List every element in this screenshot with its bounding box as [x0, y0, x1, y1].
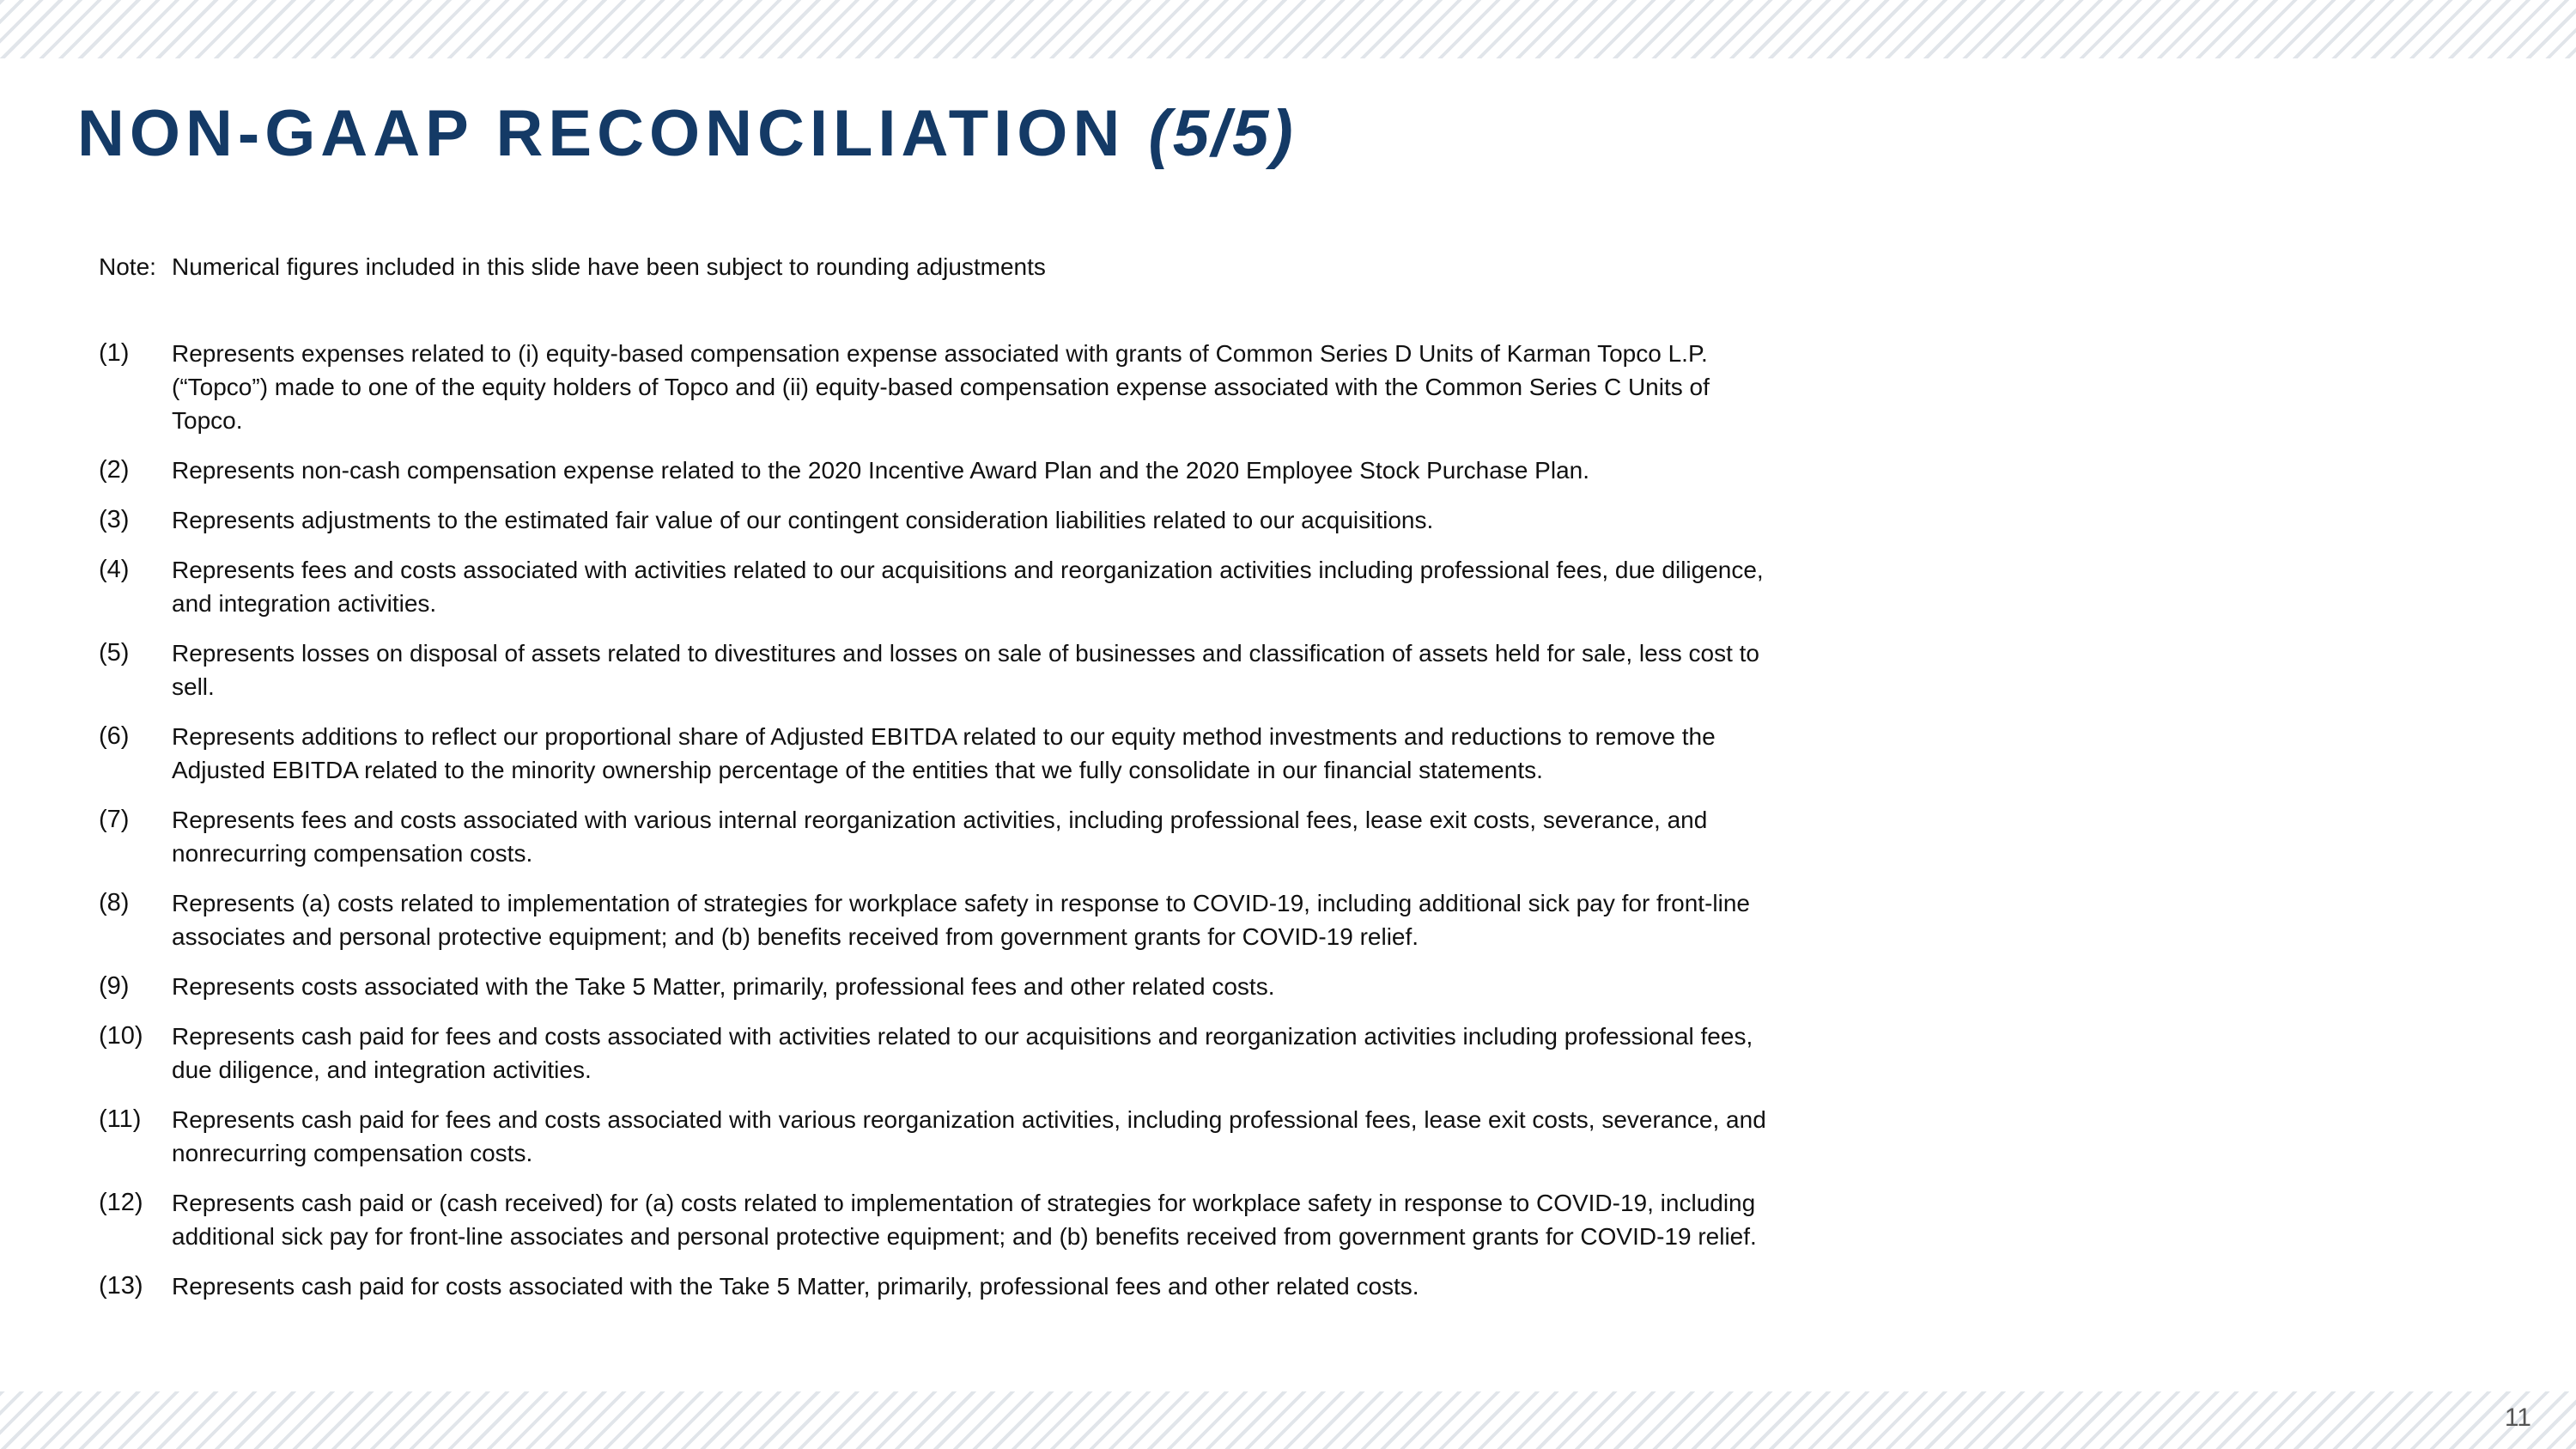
footnote-text: Represents fees and costs associated with various internal reorganization activities, including professional fees, lease exit costs, severance, and nonrecurring compensation costs. [172, 807, 1708, 867]
slide-title-page-indicator: (5/5) [1148, 97, 1296, 170]
footnote-number: (10) [99, 1022, 143, 1050]
footnote-number: (3) [99, 506, 130, 533]
footnote-number: (9) [99, 972, 130, 1000]
note-text: Numerical figures included in this slide have been subject to rounding adjustments [172, 253, 1046, 280]
bottom-decorative-stripe [0, 1391, 2576, 1449]
top-decorative-stripe [0, 0, 2576, 58]
footnote-text: Represents expenses related to (i) equity-based compensation expense associated with grants of Common Series D Units of Karman Topco L.P. (“Topco”) made to one of the equity holders of Topco and (ii) equity-based compensation expense associated with the Common Series C Units of Topco. [172, 340, 1710, 434]
footnote-number: (13) [99, 1272, 143, 1300]
footnote-item [99, 337, 1773, 437]
footnote-text: Represents cash paid for fees and costs associated with activities related to our acquisitions and reorganization activities including professional fees, due diligence, and integration activities. [172, 1023, 1753, 1083]
rounding-note [99, 253, 1046, 281]
footnote-item [99, 1186, 1773, 1253]
footnote-text: Represents costs associated with the Take 5 Matter, primarily, professional fees and other related costs. [172, 973, 1275, 1000]
footnote-list [99, 337, 1773, 1319]
page-number: 11 [2504, 1403, 2531, 1432]
footnote-number: (5) [99, 639, 130, 667]
footnote-number: (6) [99, 722, 130, 750]
footnote-text: Represents losses on disposal of assets related to divestitures and losses on sale of businesses and classification of assets held for sale, less cost to sell. [172, 640, 1759, 700]
footnote-item [99, 1269, 1773, 1303]
footnote-number: (12) [99, 1189, 143, 1216]
footnote-number: (7) [99, 806, 130, 833]
footnote-item [99, 553, 1773, 620]
footnote-item [99, 503, 1773, 537]
footnote-number: (2) [99, 456, 130, 484]
footnote-item [99, 970, 1773, 1003]
footnote-item [99, 886, 1773, 953]
footnote-text: Represents cash paid for fees and costs associated with various reorganization activities, including professional fees, lease exit costs, severance, and nonrecurring compensation costs. [172, 1106, 1766, 1166]
footnote-item [99, 636, 1773, 703]
footnote-item [99, 1020, 1773, 1087]
footnote-text: Represents adjustments to the estimated fair value of our contingent consideration liabilities related to our acquisitions. [172, 507, 1434, 533]
footnote-text: Represents fees and costs associated with activities related to our acquisitions and reorganization activities including professional fees, due diligence, and integration activities. [172, 557, 1764, 617]
slide-title [77, 97, 1296, 170]
footnote-item [99, 720, 1773, 787]
footnote-text: Represents additions to reflect our proportional share of Adjusted EBITDA related to our equity method investments and reductions to remove the Adjusted EBITDA related to the minority ownership percentage of the entities that we fully consolidate in our financial statements. [172, 723, 1716, 783]
footnote-item [99, 454, 1773, 487]
footnote-text: Represents cash paid or (cash received) for (a) costs related to implementation of strategies for workplace safety in response to COVID-19, including additional sick pay for front-line associates and personal protective equipment; and (b) benefits received from government grants for COVID-19 relief. [172, 1190, 1757, 1250]
footnote-number: (8) [99, 889, 130, 916]
footnote-number: (4) [99, 556, 130, 583]
footnote-number: (11) [99, 1105, 142, 1133]
slide-title-main: NON-GAAP RECONCILIATION [77, 97, 1126, 170]
footnote-item [99, 803, 1773, 870]
footnote-item [99, 1103, 1773, 1170]
footnote-text: Represents (a) costs related to implementation of strategies for workplace safety in response to COVID-19, including additional sick pay for front-line associates and personal protective equipment; and (b) benefits received from government grants for COVID-19 relief. [172, 890, 1750, 950]
footnote-number: (1) [99, 339, 130, 367]
footnote-text: Represents cash paid for costs associated with the Take 5 Matter, primarily, professional fees and other related costs. [172, 1273, 1419, 1300]
note-label: Note: [99, 253, 156, 280]
footnote-text: Represents non-cash compensation expense related to the 2020 Incentive Award Plan and the 2020 Employee Stock Purchase Plan. [172, 457, 1589, 484]
